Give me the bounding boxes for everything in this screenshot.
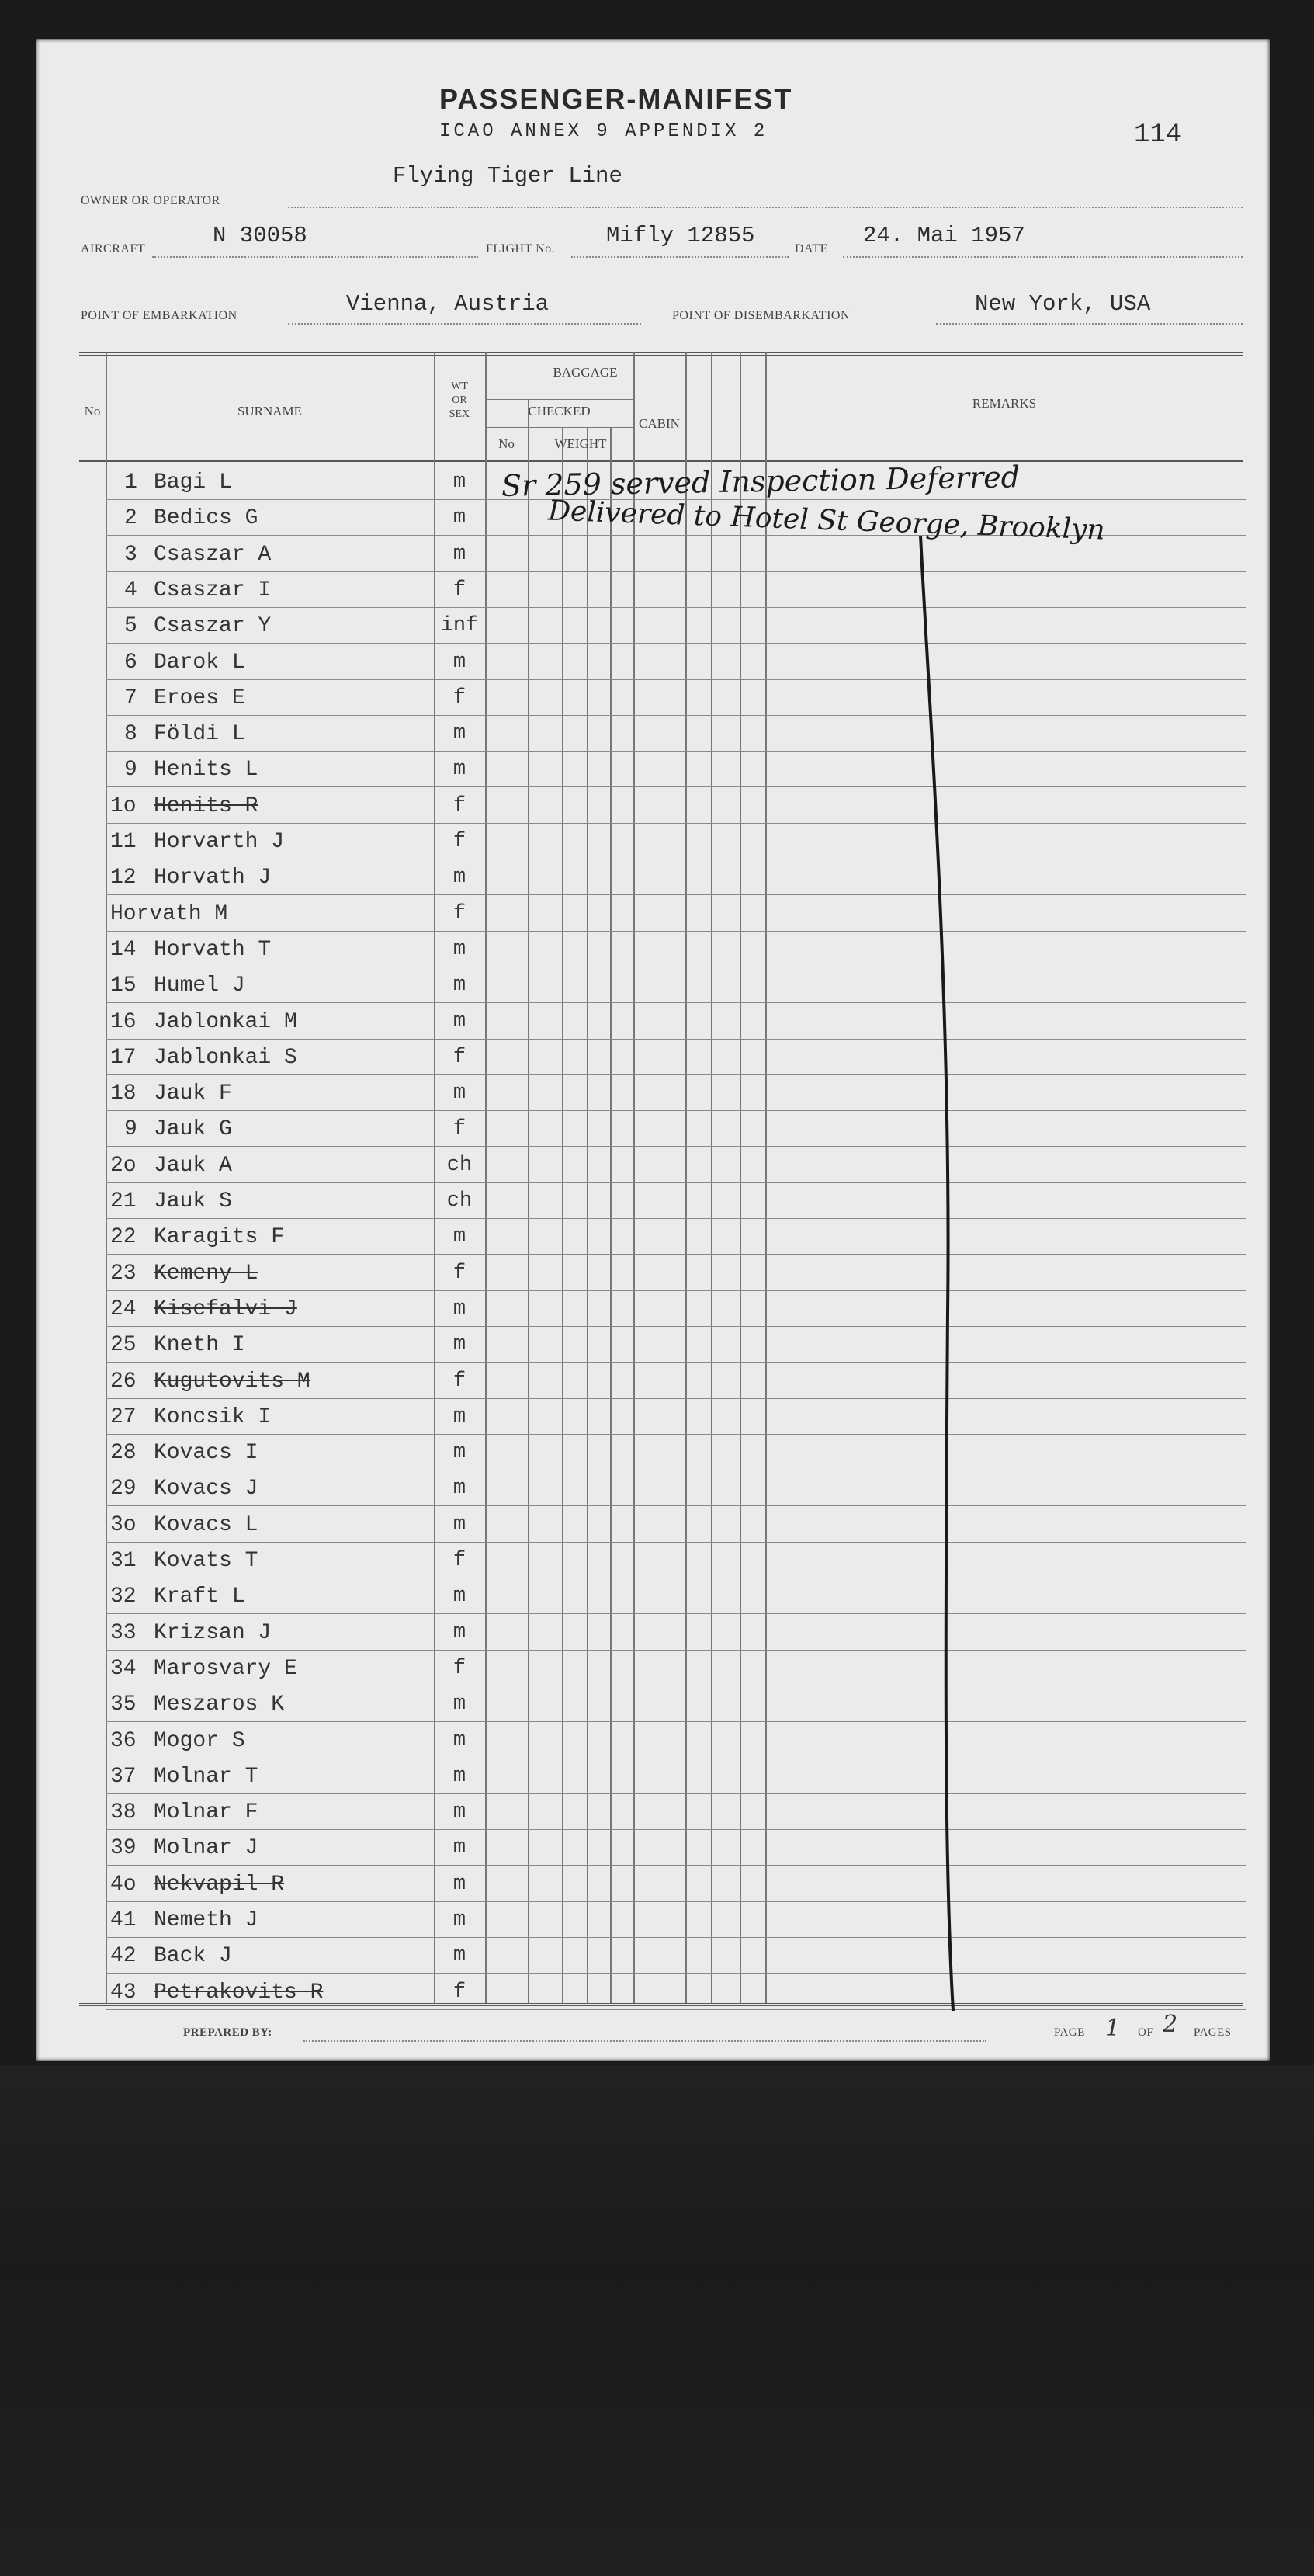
- passenger-number: 4: [124, 578, 137, 602]
- passenger-number: 8: [124, 722, 137, 747]
- passenger-surname: Jablonkai M: [154, 1009, 297, 1034]
- header-weight: WEIGHT: [554, 436, 607, 451]
- handwritten-remark-line2: Delivered to Hotel St George, Brooklyn: [547, 495, 1106, 547]
- passenger-surname: Jauk F: [154, 1081, 232, 1106]
- passenger-sex: m: [452, 506, 466, 530]
- passenger-number: 27: [110, 1404, 137, 1429]
- passenger-sex: m: [452, 1692, 466, 1717]
- passenger-sex: m: [452, 1620, 466, 1644]
- table-row: [36, 1686, 1270, 1722]
- passenger-sex: m: [452, 1908, 466, 1932]
- passenger-sex: m: [452, 974, 466, 998]
- table-row: [36, 1111, 1270, 1147]
- passenger-number: 35: [110, 1692, 137, 1717]
- passenger-surname: Horvarth J: [154, 830, 285, 854]
- passenger-number: 15: [110, 974, 137, 998]
- table-row: [36, 1399, 1270, 1435]
- passenger-number: 18: [110, 1081, 137, 1106]
- table-row: [36, 1147, 1270, 1183]
- disembarkation-label: POINT OF DISEMBARKATION: [672, 309, 850, 322]
- owner-label: OWNER OR OPERATOR: [81, 194, 220, 207]
- passenger-number: 29: [110, 1477, 137, 1502]
- table-row: [36, 1615, 1270, 1651]
- passenger-sex: f: [452, 901, 466, 925]
- manifest-sheet: [36, 39, 1270, 2061]
- passenger-number: 36: [110, 1728, 137, 1753]
- passenger-number: 2: [124, 506, 137, 531]
- table-row: [36, 1291, 1270, 1327]
- passenger-surname: Darok L: [154, 650, 245, 675]
- passenger-surname: Kovats T: [154, 1549, 258, 1573]
- passenger-sex: m: [452, 937, 466, 961]
- passenger-number: 26: [110, 1369, 137, 1394]
- passenger-sex: f: [452, 1656, 466, 1680]
- passenger-sex: ch: [446, 1189, 473, 1213]
- passenger-number: 5: [124, 614, 137, 639]
- passenger-surname: Horvath M: [110, 901, 228, 926]
- flight-value: Mifly 12855: [606, 223, 755, 248]
- passenger-sex: m: [452, 1836, 466, 1860]
- table-row: [36, 1578, 1270, 1614]
- table-row: [36, 1651, 1270, 1686]
- passenger-sex: m: [452, 1333, 466, 1357]
- passenger-surname: Krizsan J: [154, 1620, 272, 1645]
- embarkation-value: Vienna, Austria: [346, 291, 550, 317]
- passenger-number: 32: [110, 1585, 137, 1609]
- row-rule: [106, 2009, 1246, 2010]
- passenger-sex: m: [452, 866, 466, 890]
- footer-page-current: 1: [1105, 2015, 1121, 2042]
- passenger-surname: Henits R: [154, 793, 258, 818]
- table-row: [36, 1004, 1270, 1040]
- footer-pages-label: PAGES: [1194, 2026, 1232, 2039]
- passenger-number: 9: [124, 1117, 137, 1142]
- passenger-table: [36, 39, 1270, 2061]
- table-top-border: [79, 352, 1243, 356]
- table-row: [36, 1040, 1270, 1075]
- baggage-sub-rule: [485, 399, 633, 400]
- table-row: [36, 788, 1270, 824]
- table-row: [36, 752, 1270, 787]
- passenger-surname: Nemeth J: [154, 1908, 258, 1932]
- disembarkation-value: New York, USA: [975, 291, 1151, 317]
- passenger-number: 38: [110, 1800, 137, 1825]
- table-row: [36, 824, 1270, 859]
- passenger-number: 24: [110, 1297, 137, 1321]
- passenger-sex: m: [452, 1764, 466, 1788]
- passenger-surname: Kneth I: [154, 1333, 245, 1358]
- passenger-sex: m: [452, 1800, 466, 1824]
- passenger-surname: Kemeny L: [154, 1261, 258, 1286]
- passenger-sex: m: [452, 542, 466, 566]
- passenger-surname: Kovacs J: [154, 1477, 258, 1502]
- passenger-number: 17: [110, 1045, 137, 1070]
- embarkation-label: POINT OF EMBARKATION: [81, 309, 237, 322]
- passenger-sex: m: [452, 470, 466, 494]
- passenger-number: 16: [110, 1009, 137, 1034]
- table-row: [36, 1902, 1270, 1938]
- passenger-sex: m: [452, 1441, 466, 1465]
- prepared-by-dotted-line: [303, 2040, 986, 2042]
- header-cabin: CABIN: [639, 416, 680, 431]
- table-row: [36, 1938, 1270, 1974]
- passenger-sex: f: [452, 578, 466, 602]
- date-label: DATE: [795, 242, 828, 255]
- passenger-sex: f: [452, 830, 466, 853]
- passenger-number: 1o: [110, 793, 137, 818]
- passenger-number: 22: [110, 1225, 137, 1250]
- footer-of-label: OF: [1138, 2026, 1154, 2039]
- passenger-surname: Molnar F: [154, 1800, 258, 1825]
- passenger-sex: m: [452, 722, 466, 746]
- passenger-surname: Jablonkai S: [154, 1045, 297, 1070]
- table-row: [36, 1758, 1270, 1794]
- table-row: [36, 1830, 1270, 1866]
- passenger-sex: m: [452, 1585, 466, 1609]
- passenger-surname: Horvath T: [154, 937, 272, 962]
- date-value: 24. Mai 1957: [863, 223, 1025, 248]
- header-surname: SURNAME: [237, 404, 303, 418]
- header-sex: SEX: [449, 408, 470, 420]
- passenger-surname: Marosvary E: [154, 1656, 297, 1681]
- passenger-surname: Henits L: [154, 758, 258, 783]
- table-row: [36, 859, 1270, 895]
- passenger-number: 6: [124, 650, 137, 675]
- passenger-number: 34: [110, 1656, 137, 1681]
- table-row: [36, 1723, 1270, 1758]
- scanner-background: [0, 2065, 1314, 2576]
- table-row: [36, 644, 1270, 680]
- passenger-sex: m: [452, 1512, 466, 1536]
- passenger-surname: Csaszar A: [154, 542, 272, 567]
- passenger-number: 23: [110, 1261, 137, 1286]
- passenger-surname: Csaszar I: [154, 578, 272, 602]
- table-header-bottom: [79, 460, 1243, 462]
- passenger-surname: Földi L: [154, 722, 245, 747]
- passenger-surname: Bagi L: [154, 470, 232, 495]
- table-row: [36, 1075, 1270, 1111]
- passenger-number: 3o: [110, 1512, 137, 1537]
- passenger-surname: Kugutovits M: [154, 1369, 310, 1394]
- header-remarks: REMARKS: [972, 396, 1037, 411]
- passenger-surname: Nekvapil R: [154, 1872, 285, 1897]
- owner-value: Flying Tiger Line: [393, 163, 622, 189]
- passenger-sex: m: [452, 1009, 466, 1033]
- passenger-number: 41: [110, 1908, 137, 1932]
- passenger-number: 43: [110, 1980, 137, 2005]
- passenger-surname: Molnar T: [154, 1764, 258, 1789]
- passenger-sex: inf: [440, 614, 479, 638]
- passenger-number: 39: [110, 1836, 137, 1861]
- table-row: [36, 1543, 1270, 1578]
- flight-label: FLIGHT No.: [486, 242, 556, 255]
- document-title: PASSENGER-MANIFEST: [439, 83, 793, 115]
- table-row: [36, 1255, 1270, 1291]
- passenger-number: 4o: [110, 1872, 137, 1897]
- page-number-stamp: 114: [1134, 120, 1182, 150]
- passenger-sex: f: [452, 793, 466, 818]
- passenger-surname: Jauk S: [154, 1189, 232, 1213]
- aircraft-label: AIRCRAFT: [81, 242, 146, 255]
- passenger-sex: f: [452, 1117, 466, 1141]
- passenger-number: 1: [124, 470, 137, 495]
- passenger-surname: Kovacs I: [154, 1441, 258, 1466]
- passenger-sex: f: [452, 686, 466, 710]
- passenger-sex: m: [452, 1297, 466, 1321]
- passenger-sex: m: [452, 1225, 466, 1249]
- passenger-surname: Bedics G: [154, 506, 258, 531]
- passenger-number: 14: [110, 937, 137, 962]
- handwritten-vertical-line: [905, 536, 967, 2026]
- passenger-surname: Kisefalvi J: [154, 1297, 297, 1321]
- table-row: [36, 1507, 1270, 1543]
- passenger-surname: Horvath J: [154, 866, 272, 890]
- table-row: [36, 716, 1270, 752]
- header-bag-no: No: [498, 436, 515, 451]
- passenger-number: 25: [110, 1333, 137, 1358]
- passenger-sex: m: [452, 650, 466, 674]
- passenger-surname: Karagits F: [154, 1225, 285, 1250]
- header-or: OR: [452, 394, 467, 406]
- passenger-number: 33: [110, 1620, 137, 1645]
- header-no: No: [84, 404, 101, 418]
- passenger-surname: Koncsik I: [154, 1404, 272, 1429]
- passenger-number: 42: [110, 1944, 137, 1969]
- header-checked: CHECKED: [528, 404, 591, 418]
- passenger-sex: ch: [446, 1153, 473, 1177]
- passenger-surname: Back J: [154, 1944, 232, 1969]
- passenger-surname: Jauk G: [154, 1117, 232, 1142]
- document-subtitle: ICAO ANNEX 9 APPENDIX 2: [439, 121, 768, 142]
- passenger-sex: f: [452, 1980, 466, 2004]
- passenger-surname: Petrakovits R: [154, 1980, 324, 2005]
- table-row: [36, 1866, 1270, 1902]
- table-row: [36, 896, 1270, 932]
- passenger-surname: Kovacs L: [154, 1512, 258, 1537]
- passenger-number: 31: [110, 1549, 137, 1573]
- passenger-surname: Jauk A: [154, 1153, 232, 1178]
- passenger-number: 21: [110, 1189, 137, 1213]
- passenger-number: 7: [124, 686, 137, 710]
- passenger-number: 28: [110, 1441, 137, 1466]
- table-row: [36, 932, 1270, 967]
- passenger-number: 2o: [110, 1153, 137, 1178]
- passenger-surname: Mogor S: [154, 1728, 245, 1753]
- table-row: [36, 1435, 1270, 1470]
- passenger-sex: m: [452, 1404, 466, 1429]
- prepared-by-label: PREPARED BY:: [183, 2026, 272, 2039]
- table-row: [36, 608, 1270, 644]
- table-row: [36, 572, 1270, 608]
- footer-page-total: 2: [1163, 2011, 1178, 2038]
- passenger-surname: Molnar J: [154, 1836, 258, 1861]
- passenger-number: 12: [110, 866, 137, 890]
- table-row: [36, 1219, 1270, 1255]
- passenger-sex: m: [452, 1944, 466, 1968]
- passenger-sex: f: [452, 1045, 466, 1069]
- passenger-number: 11: [110, 830, 137, 854]
- header-wt: WT: [451, 380, 468, 392]
- passenger-sex: f: [452, 1549, 466, 1572]
- checked-sub-rule: [485, 427, 633, 428]
- footer-page-label: PAGE: [1054, 2026, 1085, 2039]
- table-row: [36, 1183, 1270, 1219]
- passenger-surname: Kraft L: [154, 1585, 245, 1609]
- table-row: [36, 967, 1270, 1003]
- passenger-number: 9: [124, 758, 137, 783]
- table-row: [36, 1327, 1270, 1363]
- table-row: [36, 1470, 1270, 1506]
- passenger-number: 3: [124, 542, 137, 567]
- passenger-sex: m: [452, 1872, 466, 1896]
- passenger-surname: Csaszar Y: [154, 614, 272, 639]
- aircraft-value: N 30058: [213, 223, 307, 248]
- passenger-sex: m: [452, 758, 466, 782]
- passenger-surname: Humel J: [154, 974, 245, 998]
- table-row: [36, 1363, 1270, 1399]
- passenger-sex: m: [452, 1728, 466, 1752]
- passenger-sex: f: [452, 1369, 466, 1393]
- passenger-sex: f: [452, 1261, 466, 1285]
- table-row: [36, 1974, 1270, 2010]
- table-row: [36, 680, 1270, 716]
- passenger-sex: m: [452, 1081, 466, 1106]
- passenger-number: 37: [110, 1764, 137, 1789]
- header-baggage: BAGGAGE: [553, 365, 618, 380]
- handwritten-remark-line1: Sr 259 served Inspection Deferred: [501, 460, 1021, 503]
- passenger-sex: m: [452, 1477, 466, 1501]
- passenger-surname: Meszaros K: [154, 1692, 285, 1717]
- passenger-surname: Eroes E: [154, 686, 245, 710]
- table-row: [36, 1794, 1270, 1830]
